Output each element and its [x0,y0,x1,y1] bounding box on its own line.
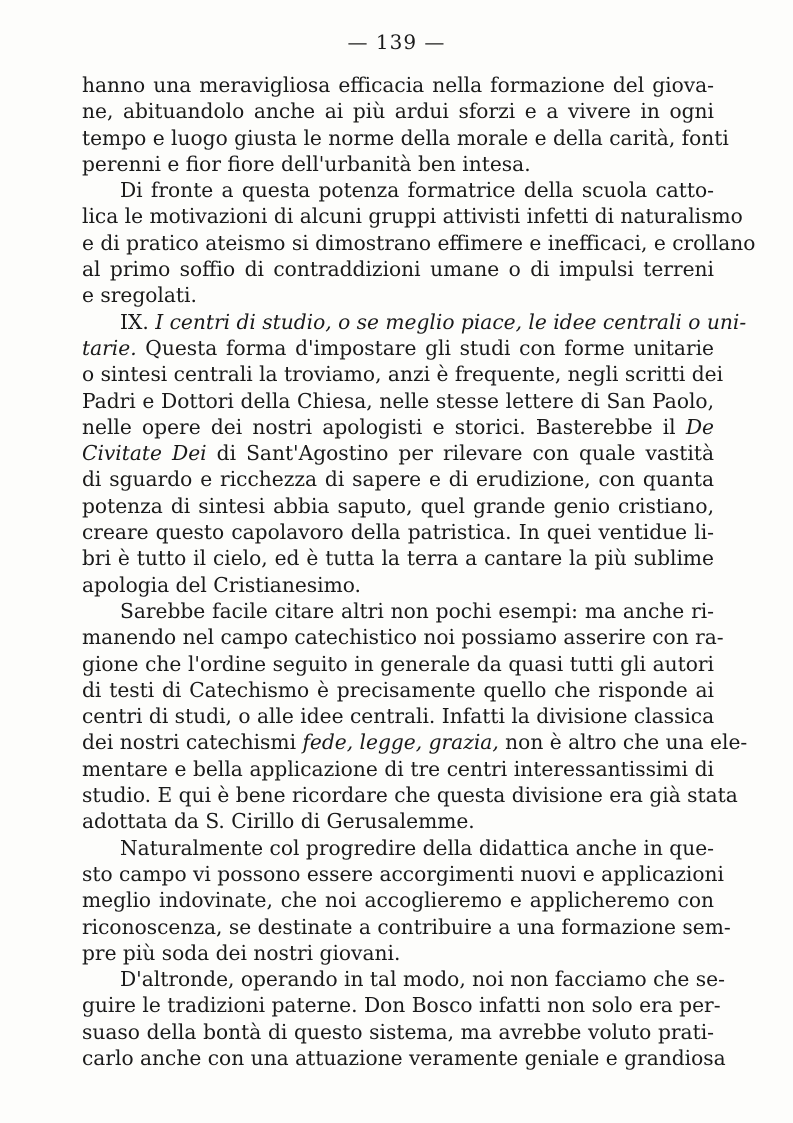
text-line: Di fronte a questa potenza formatrice della scuola catto- [120,178,714,203]
paragraph-2 [82,177,756,308]
text-line: nelle opere dei nostri apologisti e storici. Basterebbe il De [82,414,714,439]
text-line: di testi di Catechismo è precisamente quello che risponde ai [82,677,714,702]
text-line: Civitate Dei di Sant'Agostino per rilevare con quale vastità [82,441,714,466]
text-line: perenni e fior fiore dell'urbanità ben intesa. [82,151,531,176]
text-line: ne, abituandolo anche ai più ardui sforzi e a vivere in ogni [82,99,714,124]
text-line: guire le tradizioni paterne. Don Bosco infatti non solo era per- [82,993,721,1018]
page-number: — 139 — [347,30,446,54]
text-line: o sintesi centrali la troviamo, anzi è frequente, negli scritti dei [82,362,724,387]
text-line: centri di studi, o alle idee centrali. Infatti la divisione classica [82,704,715,729]
paragraph-6 [82,966,726,1071]
text-line: hanno una meravigliosa efficacia nella formazione del giova- [82,73,714,97]
paragraph-section-ix [82,309,747,598]
text-line: adottata da S. Cirillo di Gerusalemme. [82,809,475,834]
text-line: Padri e Dottori della Chiesa, nelle stesse lettere di San Paolo, [82,388,714,413]
text-line: Sarebbe facile citare altri non pochi esempi: ma anche ri- [120,598,714,623]
italic-phrase: fede, legge, grazia, [302,730,499,755]
italic-phrase: De [685,414,714,439]
text-line: D'altronde, operando in tal modo, noi non facciamo che se- [120,967,725,992]
text-line: tarie. Questa forma d'impostare gli studi con forme unitarie [82,335,714,360]
text-line: meglio indovinate, che noi accoglieremo e applicheremo con [82,888,714,913]
italic-phrase: tarie. [82,335,137,360]
text-line: di sguardo e ricchezza di sapere e di erudizione, con quanta [82,467,714,492]
text-line: dei nostri catechismi fede, legge, grazia, non è altro che una ele- [82,730,748,755]
italic-phrase: I centri di studio, o se meglio piace, le idee centrali o uni- [155,309,747,334]
text-line: creare questo capolavoro della patristica. In quei ventidue li- [82,520,714,545]
italic-phrase: Civitate Dei [82,441,207,466]
text-line: manendo nel campo catechistico noi possiamo asserire con ra- [82,625,724,650]
text-line: potenza di sintesi abbia saputo, quel grande genio cristiano, [82,493,714,518]
text-line: e sregolati. [82,283,197,308]
text-line: suaso della bontà di questo sistema, ma avrebbe voluto prati- [82,1019,714,1044]
text-line: Naturalmente col progredire della didattica anche in que- [120,835,714,860]
text-line: tempo e luogo giusta le norme della morale e della carità, fonti [82,125,729,150]
text-line: carlo anche con una attuazione veramente geniale e grandiosa [82,1045,726,1070]
text-line: studio. E qui è bene ricordare che questa divisione era già stata [82,783,738,808]
text-line: pre più soda dei nostri giovani. [82,940,401,965]
text-line: mentare e bella applicazione di tre centri interessantissimi di [82,756,714,781]
paragraph-1 [82,72,729,177]
text-line: gione che l'ordine seguito in generale da quasi tutti gli autori [82,651,714,676]
text-line: sto campo vi possono essere accorgimenti nuovi e applicazioni [82,861,724,886]
text-line: bri è tutto il cielo, ed è tutta la terra a cantare la più sublime [82,546,714,571]
section-heading-line: IX. I centri di studio, o se meglio piace, le idee centrali o uni- [120,309,747,334]
text-line: e di pratico ateismo si dimostrano effimere e inefficaci, e crollano [82,230,756,255]
text-line: riconoscenza, se destinate a contribuire a una formazione sem- [82,914,731,939]
text-line: apologia del Cristianesimo. [82,572,361,597]
text-line: al primo soffio di contraddizioni umane o di impulsi terreni [82,257,714,282]
text-line: lica le motivazioni di alcuni gruppi attivisti infetti di naturalismo [82,204,743,229]
paragraph-4 [82,598,748,835]
body-text [82,72,756,1071]
paragraph-5 [82,835,731,966]
